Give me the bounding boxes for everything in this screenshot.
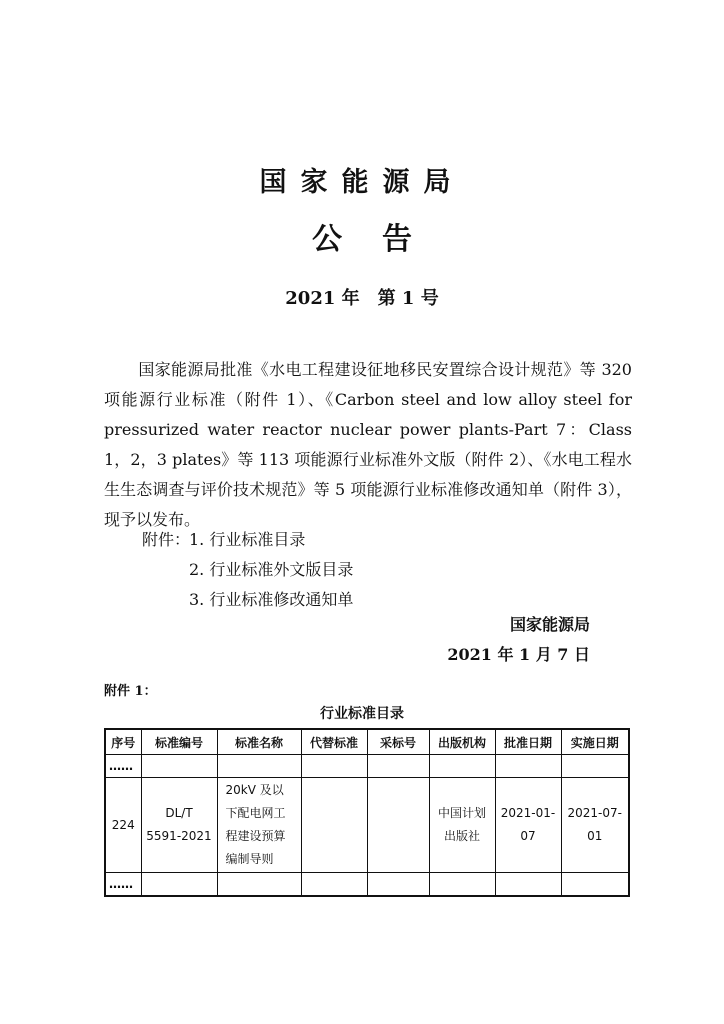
approved-date-cell: 2021-01-07 (495, 778, 561, 873)
seq-cell: 224 (105, 778, 141, 873)
name-cell (217, 778, 301, 873)
attachment-item: 2. 行业标准外文版目录 (189, 560, 354, 579)
publisher-line: 出版社 (443, 829, 480, 843)
attachment1-label: 附件 1： (104, 684, 157, 699)
column-header: 标准名称 (217, 729, 301, 755)
adopted-cell (367, 778, 429, 873)
agency-title: 国家能源局 (259, 167, 465, 198)
column-header: 序号 (105, 729, 141, 755)
table-row (105, 873, 629, 897)
code-line: 5591-2021 (146, 829, 212, 843)
announcement-paragraph (104, 355, 632, 535)
column-header: 实施日期 (561, 729, 629, 755)
ellipsis-cell: …… (105, 755, 141, 778)
replaces-cell (301, 778, 367, 873)
attachments-label: 附件： (142, 530, 191, 549)
code-line: DL/T (165, 806, 193, 820)
column-header: 标准编号 (141, 729, 217, 755)
signature-date: 2021 年 1 月 7 日 (447, 645, 590, 664)
column-header: 出版机构 (429, 729, 495, 755)
attachment-item: 1. 行业标准目录 (189, 530, 306, 549)
signature-org: 国家能源局 (509, 615, 590, 634)
table-title: 行业标准目录 (320, 706, 404, 722)
publisher-line: 中国计划 (437, 806, 486, 820)
column-header: 采标号 (367, 729, 429, 755)
column-header: 代替标准 (301, 729, 367, 755)
publisher-cell (429, 778, 495, 873)
effective-date-cell: 2021-07-01 (561, 778, 629, 873)
name-line: 程建设预算 (225, 829, 286, 843)
standards-table (104, 728, 630, 897)
issue-number: 2021 年 第 1 号 (285, 288, 439, 309)
name-line: 编制导则 (225, 852, 274, 866)
attachment-item: 3. 行业标准修改通知单 (189, 590, 354, 609)
table-row (105, 778, 629, 873)
table-row (105, 755, 629, 778)
announcement-text: 国家能源局批准《水电工程建设征地移民安置综合设计规范》等 320 项能源行业标准（附件 1）、《Carbon steel and low alloy steel for pressurized water reactor nuclear power plants-Part 7：Class 1，2，3 plates》等 113 项能源行业标准外文版（附件 2）、《水电工程水生生态调查与评价技术规范》等 5 项能源行业标准修改通知单（附件 3），现予以发布。 (104, 360, 632, 529)
table-header-row (105, 729, 629, 755)
name-line: 20kV 及以 (225, 783, 284, 797)
ellipsis-cell: …… (105, 873, 141, 897)
document-type-title: 公告 (312, 222, 452, 257)
column-header: 批准日期 (495, 729, 561, 755)
name-line: 下配电网工 (225, 806, 286, 820)
code-cell (141, 778, 217, 873)
